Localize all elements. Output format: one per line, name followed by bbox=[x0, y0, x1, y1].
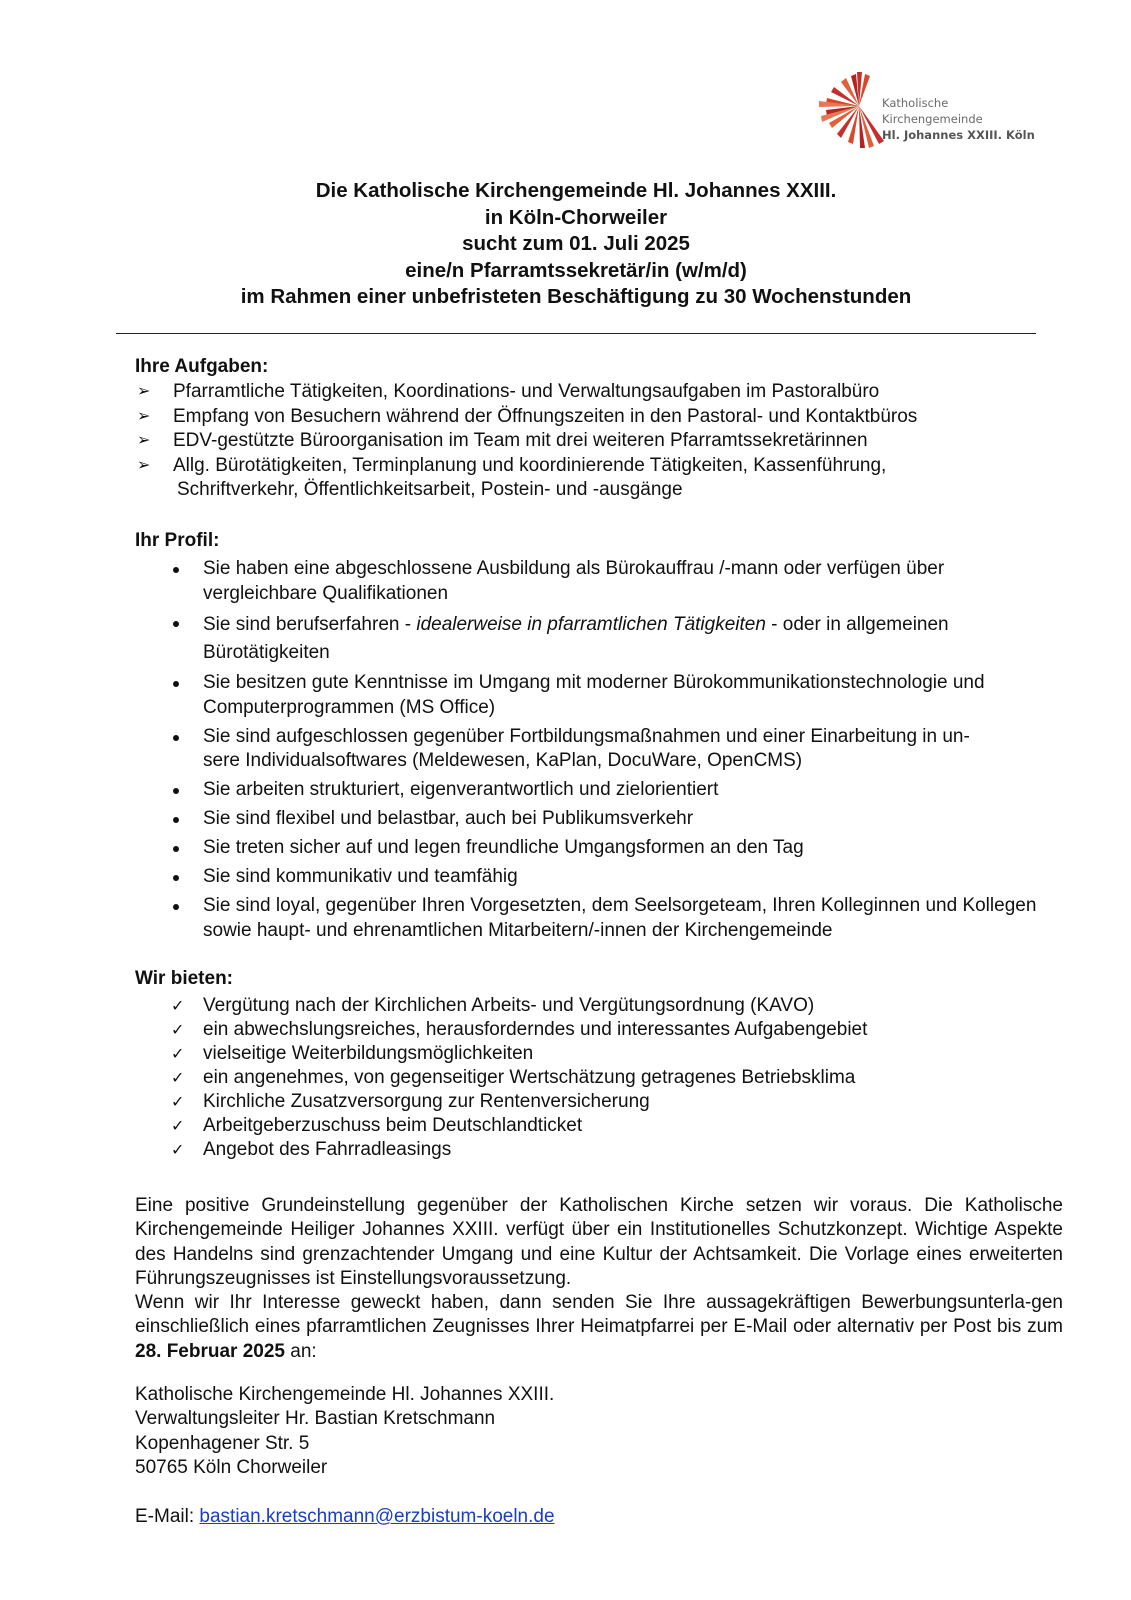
address-line-1: Katholische Kirchengemeinde Hl. Johannes XXIII. bbox=[135, 1384, 555, 1405]
aufgaben-list bbox=[135, 380, 1035, 503]
address-line-2: Verwaltungsleiter Hr. Bastian Kretschmann bbox=[135, 1408, 496, 1430]
sunburst-logo-icon bbox=[812, 66, 892, 181]
list-item: Sie besitzen gute Kenntnisse im Umgang mit moderner Bürokommunikationstechnologie und Computerprogrammen (MS Office) bbox=[135, 671, 1055, 720]
bullet-icon bbox=[173, 904, 179, 910]
checkmark-icon: ✓ bbox=[171, 1140, 185, 1159]
checkmark-icon: ✓ bbox=[171, 1116, 185, 1135]
bullet-icon bbox=[173, 846, 179, 852]
list-item: Sie arbeiten strukturiert, eigenverantwortlich und zielorientiert bbox=[135, 778, 1055, 803]
list-item: Sie sind aufgeschlossen gegenüber Fortbildungsmaßnahmen und einer Einarbeitung in un- sere Individualsoftwares (Meldewesen, KaPlan, DocuWare, OpenCMS) bbox=[135, 725, 1055, 774]
header-line-5: im Rahmen einer unbefristeten Beschäftigung zu 30 Wochenstunden bbox=[240, 285, 912, 308]
header-line-3: sucht zum 01. Juli 2025 bbox=[462, 232, 690, 255]
profil-title: Ihr Profil: bbox=[135, 530, 220, 551]
checkmark-icon: ✓ bbox=[171, 1092, 185, 1111]
postal-address bbox=[135, 1383, 554, 1480]
address-line-4: 50765 Köln Chorweiler bbox=[135, 1456, 328, 1478]
bullet-icon bbox=[173, 621, 179, 627]
aufgaben-title: Ihre Aufgaben: bbox=[135, 356, 269, 377]
list-item: Sie haben eine abgeschlossene Ausbildung als Bürokauffrau /-mann oder verfügen über vergleichbare Qualifikationen bbox=[135, 557, 1055, 606]
list-item: Sie treten sicher auf und legen freundliche Umgangsformen an den Tag bbox=[135, 836, 1055, 861]
email-label: E-Mail: bbox=[135, 1506, 200, 1527]
list-item: ✓ vielseitige Weiterbildungsmöglichkeiten bbox=[171, 1043, 534, 1064]
list-item: Sie sind kommunikativ und teamfähig bbox=[135, 865, 1055, 890]
list-item: Sie sind berufserfahren - idealerweise in pfarramtlichen Tätigkeiten - oder in allgemeinen Bürotätigkeiten bbox=[135, 611, 1055, 667]
list-item: Sie sind flexibel und belastbar, auch bei Publikumsverkehr bbox=[135, 807, 1055, 832]
checkmark-icon: ✓ bbox=[171, 1020, 185, 1039]
list-item: ✓ Arbeitgeberzuschuss beim Deutschlandticket bbox=[171, 1115, 583, 1136]
list-item: ✓ ein angenehmes, von gegenseitiger Wertschätzung getragenes Betriebsklima bbox=[171, 1067, 856, 1088]
bullet-icon bbox=[173, 788, 179, 794]
bieten-list bbox=[135, 994, 1055, 1162]
bieten-title: Wir bieten: bbox=[135, 968, 233, 989]
parish-logo bbox=[812, 66, 1052, 181]
closing-paragraph-2: Wenn wir Ihr Interesse geweckt haben, dann senden Sie Ihre aussagekräftigen Bewerbungsunterla-gen einschließlich eines pfarramtlichen Zeugnisses Ihrer Heimatpfarrei per E-Mail oder alternativ per Post bis zum 28. Februar 2025 an: bbox=[135, 1292, 1063, 1362]
checkmark-icon: ✓ bbox=[171, 1044, 185, 1063]
list-item: ✓ Kirchliche Zusatzversorgung zur Rentenversicherung bbox=[171, 1091, 650, 1112]
bullet-icon bbox=[173, 817, 179, 823]
header-line-1: Die Katholische Kirchengemeinde Hl. Johannes XXIII. bbox=[315, 179, 837, 202]
list-item: ➢ Allg. Bürotätigkeiten, Terminplanung und koordinierende Tätigkeiten, Kassenführung, Schriftverkehr, Öffentlichkeitsarbeit, Postein- und -ausgänge bbox=[137, 454, 887, 500]
email-line bbox=[135, 1506, 555, 1528]
header-divider bbox=[116, 333, 1036, 334]
header-line-2: in Köln-Chorweiler bbox=[484, 205, 668, 229]
email-link[interactable]: bastian.kretschmann@erzbistum-koeln.de bbox=[199, 1506, 555, 1527]
bullet-icon bbox=[173, 735, 179, 741]
arrow-bullet-icon: ➢ bbox=[137, 407, 151, 425]
arrow-bullet-icon: ➢ bbox=[137, 383, 151, 400]
bullet-icon bbox=[173, 875, 179, 881]
closing-paragraph-1: Eine positive Grundeinstellung gegenüber der Katholischen Kirche setzen wir voraus. Die Katholische Kirchengemeinde Heiliger Johannes XXIII. verfügt über ein Institutionelles Schutzkonzept. Wichtige Aspekte des Handelns sind grenzachtender Umgang und eine Kultur der Achtsamkeit. Die Vorlage eines erweiterten Führungszeugnisses ist Einstellungsvoraussetzung. bbox=[135, 1195, 1063, 1289]
deadline-date: 28. Februar 2025 bbox=[135, 1340, 285, 1362]
address-line-3: Kopenhagener Str. 5 bbox=[135, 1432, 310, 1454]
checkmark-icon: ✓ bbox=[171, 1068, 185, 1087]
bullet-icon bbox=[173, 681, 179, 687]
list-item: ✓ ein abwechslungsreiches, herausforderndes und interessantes Aufgabengebiet bbox=[171, 1019, 868, 1040]
bullet-icon bbox=[173, 567, 179, 573]
list-item: ➢ Pfarramtliche Tätigkeiten, Koordinations- und Verwaltungsaufgaben im Pastoralbüro bbox=[135, 380, 1035, 405]
checkmark-icon: ✓ bbox=[171, 996, 185, 1015]
logo-line-1: Katholische Kirchengemeinde bbox=[882, 96, 983, 126]
list-item: ➢ Empfang von Besuchern während der Öffnungszeiten in den Pastoral- und Kontaktbüros bbox=[135, 405, 1035, 430]
logo-line-2: Hl. Johannes XXIII. Köln bbox=[882, 128, 1035, 142]
logo-text bbox=[882, 95, 1052, 143]
list-item: ✓ Angebot des Fahrradleasings bbox=[171, 1139, 452, 1160]
arrow-bullet-icon: ➢ bbox=[137, 456, 151, 474]
arrow-bullet-icon: ➢ bbox=[137, 432, 151, 449]
job-header bbox=[116, 178, 1036, 311]
list-item: ➢ EDV-gestützte Büroorganisation im Team mit drei weiteren Pfarramtssekretärinnen bbox=[135, 429, 1035, 454]
profil-list bbox=[135, 557, 1055, 948]
list-item: ✓ Vergütung nach der Kirchlichen Arbeits- und Vergütungsordnung (KAVO) bbox=[171, 995, 815, 1016]
header-line-4: eine/n Pfarramtssekretär/in (w/m/d) bbox=[405, 258, 747, 282]
list-item: Sie sind loyal, gegenüber Ihren Vorgesetzten, dem Seelsorgeteam, Ihren Kolleginnen und Kollegen sowie haupt- und ehrenamtlichen Mitarbeitern/-innen der Kirchengemeinde bbox=[135, 894, 1055, 943]
